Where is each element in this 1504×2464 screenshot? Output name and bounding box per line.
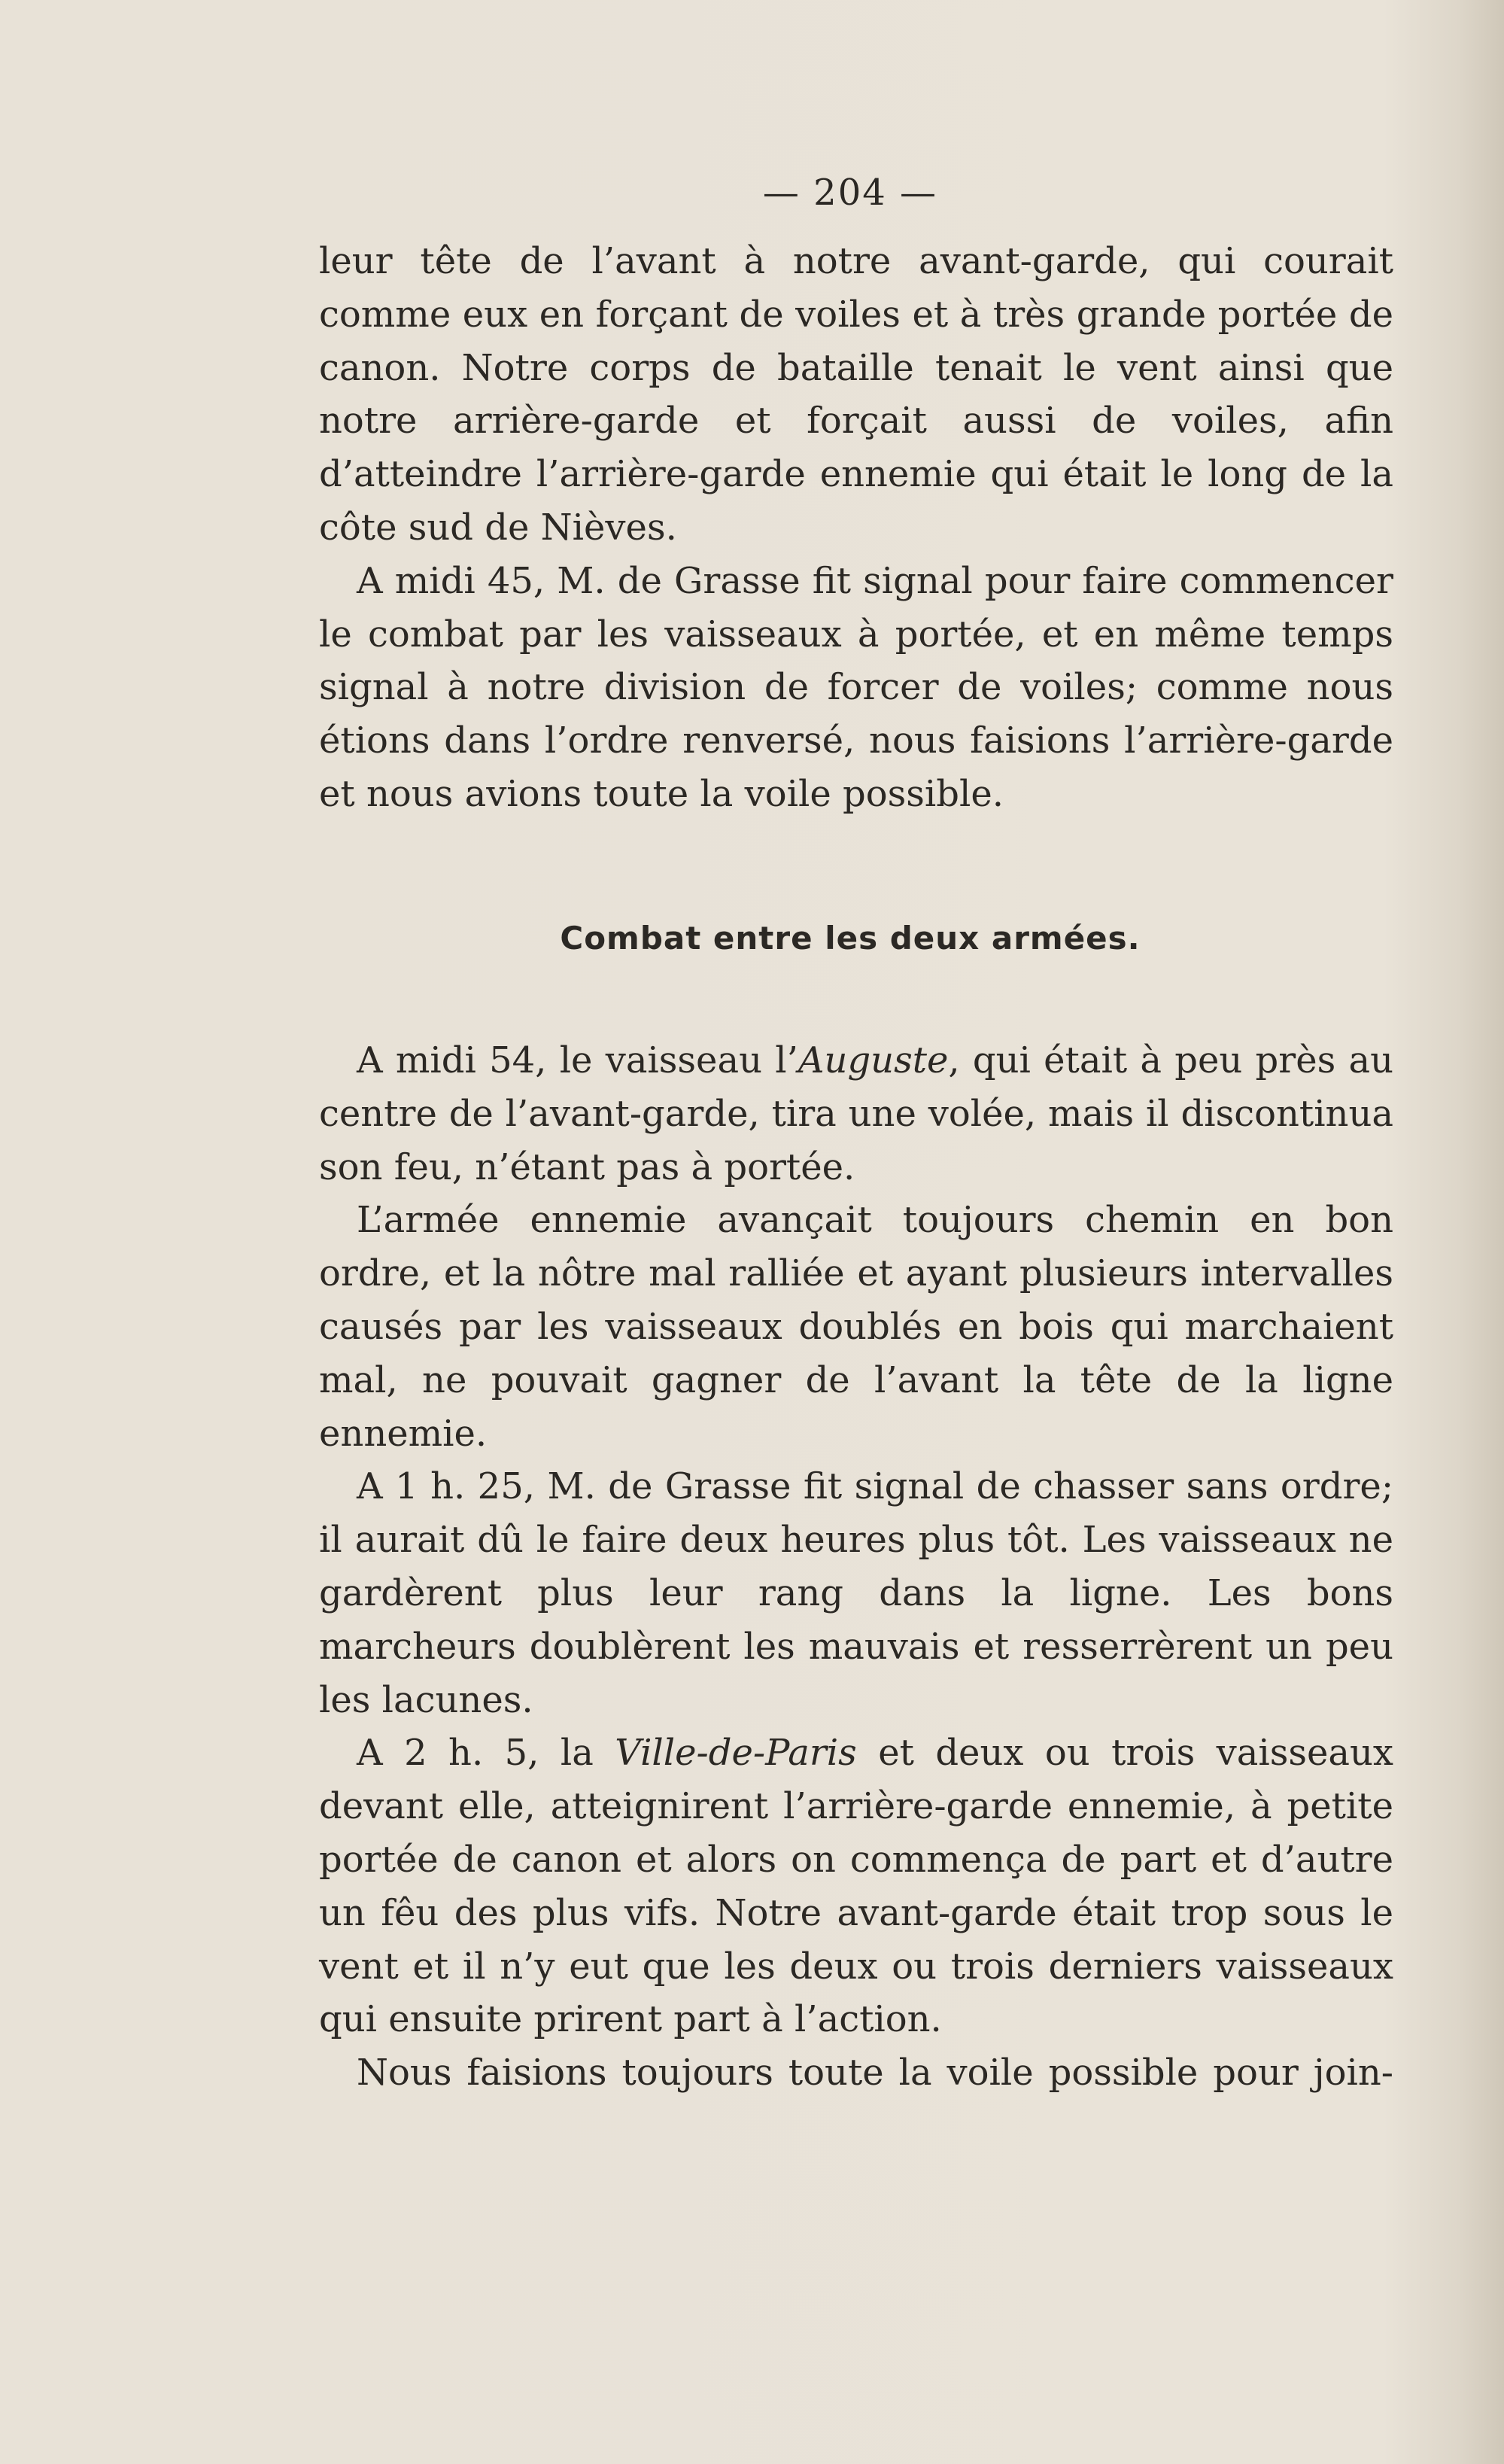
paragraph [319, 1034, 1393, 1194]
text-run: , qui était à peu près au centre de l’avant-garde, tira une volée, mais il discontinua son feu, n’étant pas à portée. [319, 1039, 1394, 1188]
text-run: A midi 54, le vaisseau l’ [357, 1039, 798, 1081]
ship-name-italic: Ville-de-Paris [615, 1732, 857, 1775]
page-number: — 204 — [762, 172, 938, 214]
section-heading: Combat entre les deux armées. [560, 920, 1141, 957]
ship-name-italic: Auguste [798, 1039, 949, 1081]
paragraph: Nous faisions toujours toute la voile possible pour join- [357, 2052, 1393, 2094]
text-run: et deux ou trois vaisseaux devant elle, atteignirent l’arrière-garde ennemie, à petite portée de canon et alors on commença de part et d’autre un fêu des plus vifs. Notre avant-garde était trop sous le vent et il n’y eut que les deux ou trois derniers vaisseaux qui ensuite prirent part à l’action. [319, 1732, 1394, 2041]
text-block-top [319, 235, 1393, 821]
text-block-bottom [319, 1034, 1393, 2100]
paragraph [319, 1726, 1393, 2046]
paragraph: A midi 45, M. de Grasse fit signal pour faire commencer le combat par les vaisseaux à portée, et en même temps signal à notre division de forcer de voiles; comme nous étions dans l’ordre renversé, nous faisions l’arrière-garde et nous avions toute la voile possible. [319, 559, 1393, 815]
paragraph: L’armée ennemie avançait toujours chemin en bon ordre, et la nôtre mal ralliée et ayant plusieurs intervalles causés par les vaisseaux doublés en bois qui marchaient mal, ne pouvait gagner de l’avant la tête de la ligne ennemie. [319, 1199, 1393, 1455]
paragraph: leur tête de l’avant à notre avant-garde, qui courait comme eux en forçant de voiles et à très grande portée de canon. Notre corps de bataille tenait le vent ainsi que notre arrière-garde et forçait aussi de voiles, afin d’atteindre l’arrière-garde ennemie qui était le long de la côte sud de Nièves. [319, 240, 1393, 549]
text-run: A 2 h. 5, la [357, 1732, 615, 1775]
paragraph: A 1 h. 25, M. de Grasse fit signal de chasser sans ordre; il aurait dû le faire deux heures plus tôt. Les vaisseaux ne gardèrent plus leur rang dans la ligne. Les bons marcheurs doublèrent les mauvais et resserrèrent un peu les lacunes. [319, 1465, 1393, 1721]
